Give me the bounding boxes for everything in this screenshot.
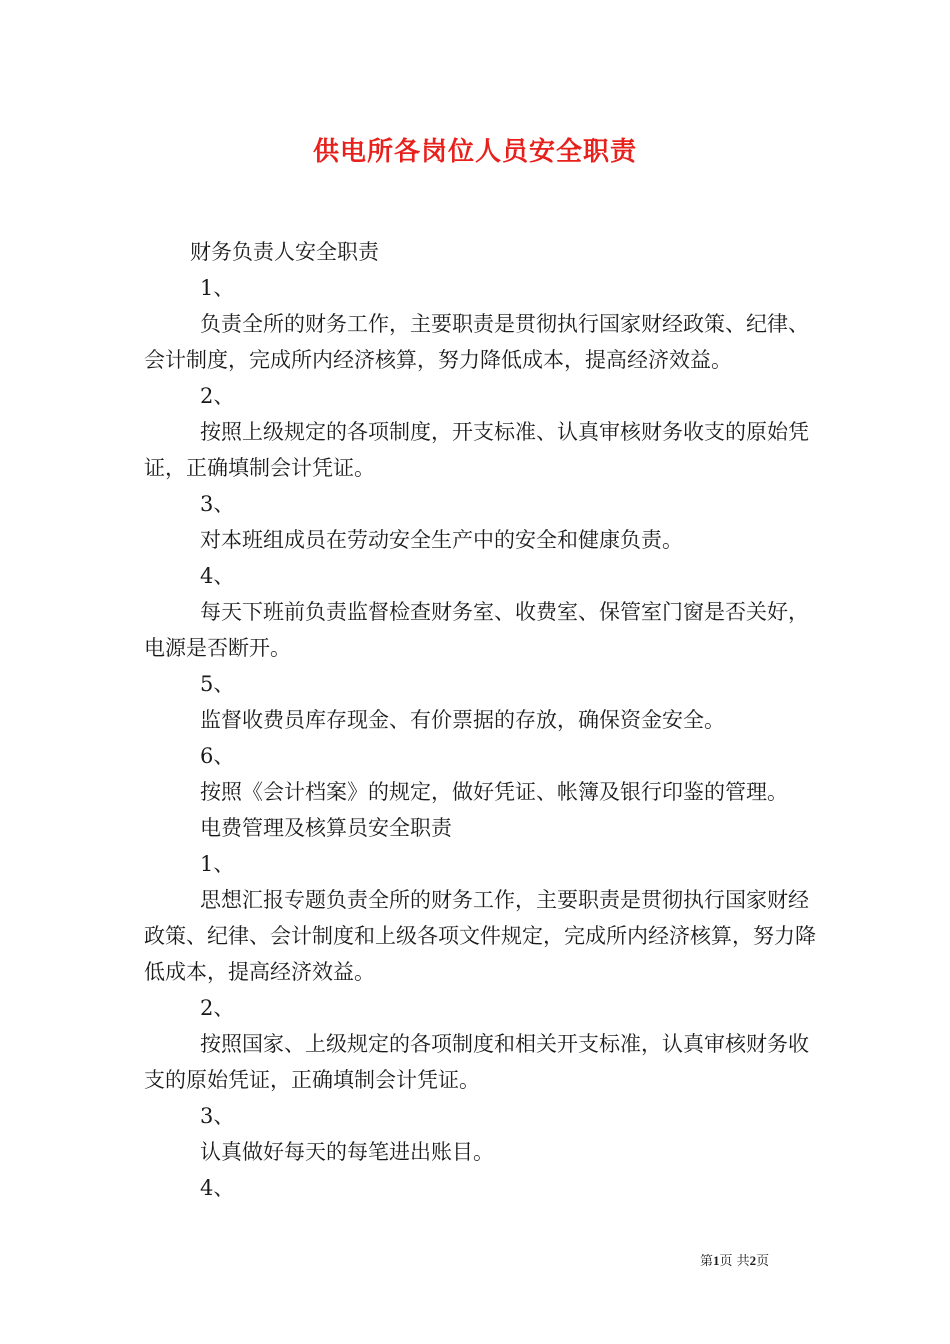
item-number: 2、 bbox=[200, 996, 235, 1020]
item-text: 每天下班前负责监督检查财务室、收费室、保管室门窗是否关好，电源是否断开。 bbox=[144, 600, 809, 660]
item-number: 1、 bbox=[200, 852, 235, 876]
item-number: 3、 bbox=[200, 1104, 235, 1128]
footer-suffix: 页 bbox=[756, 1254, 770, 1269]
item-text: 思想汇报专题负责全所的财务工作，主要职责是贯彻执行国家财经政策、纪律、会计制度和上级各项文件规定，完成所内经济核算，努力降低成本，提高经济效益。 bbox=[144, 888, 816, 984]
item-number: 1、 bbox=[200, 276, 235, 300]
item-text: 按照上级规定的各项制度，开支标准、认真审核财务收支的原始凭证，正确填制会计凭证。 bbox=[144, 420, 809, 480]
item-text: 按照《会计档案》的规定，做好凭证、帐簿及银行印鉴的管理。 bbox=[200, 780, 788, 804]
footer-current-page: 1 bbox=[713, 1253, 720, 1268]
section-heading: 财务负责人安全职责 bbox=[190, 240, 379, 264]
item-text: 负责全所的财务工作，主要职责是贯彻执行国家财经政策、纪律、会计制度，完成所内经济核算，努力降低成本，提高经济效益。 bbox=[144, 312, 809, 372]
page-footer bbox=[700, 1250, 830, 1269]
document-title: 供电所各岗位人员安全职责 bbox=[312, 137, 637, 167]
document-body bbox=[144, 234, 816, 1206]
footer-mid: 页 共 bbox=[719, 1254, 750, 1269]
item-number: 2、 bbox=[200, 384, 235, 408]
footer-total-pages: 2 bbox=[749, 1253, 757, 1268]
item-text: 认真做好每天的每笔进出账目。 bbox=[200, 1140, 494, 1164]
item-text: 监督收费员库存现金、有价票据的存放，确保资金安全。 bbox=[200, 708, 725, 732]
item-number: 5、 bbox=[200, 672, 235, 696]
item-number: 4、 bbox=[200, 564, 235, 588]
item-number: 3、 bbox=[200, 492, 235, 516]
section-heading: 电费管理及核算员安全职责 bbox=[200, 816, 452, 840]
footer-prefix: 第 bbox=[700, 1254, 714, 1269]
item-text: 对本班组成员在劳动安全生产中的安全和健康负责。 bbox=[200, 528, 683, 552]
item-number: 6、 bbox=[200, 744, 235, 768]
item-text: 按照国家、上级规定的各项制度和相关开支标准，认真审核财务收支的原始凭证，正确填制会计凭证。 bbox=[144, 1032, 809, 1092]
item-number: 4、 bbox=[200, 1176, 235, 1200]
